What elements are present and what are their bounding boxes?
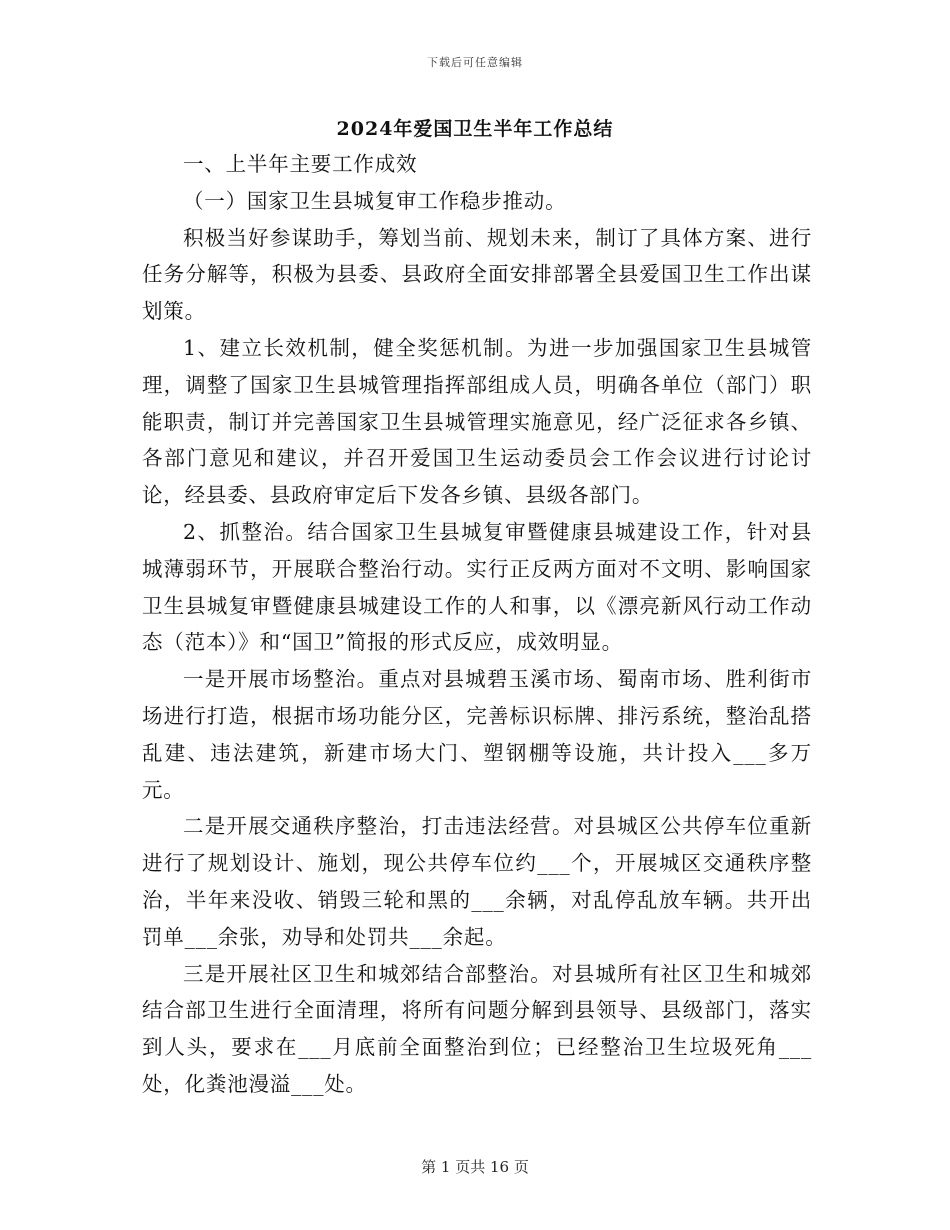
page-footer: 第 1 页共 16 页 <box>421 1158 529 1176</box>
section-heading: 一、上半年主要工作成效 <box>183 152 418 176</box>
paragraph: 积极当好参谋助手，筹划当前、规划未来，制订了具体方案、进行任务分解等，积极为县委、县政府全面安排部署全县爱国卫生工作出谋划策。 <box>142 225 812 324</box>
page-header: 下载后可任意编辑 <box>427 56 523 69</box>
document-title: 2024年爱国卫生半年工作总结 <box>336 118 614 140</box>
document-body <box>142 146 812 1103</box>
paragraph: 1、建立长效机制，健全奖惩机制。为进一步加强国家卫生县城管理，调整了国家卫生县城管理指挥部组成人员，明确各单位（部门）职能职责，制订并完善国家卫生县城管理实施意见，经广泛征求各乡镇、各部门意见和建议，并召开爱国卫生运动委员会工作会议进行讨论讨论，经县委、县政府审定后下发各乡镇、县级各部门。 <box>142 335 812 508</box>
subsection-heading: （一）国家卫生县城复审工作稳步推动。 <box>183 188 567 213</box>
paragraph: 2、抓整治。结合国家卫生县城复审暨健康县城建设工作，针对县城薄弱环节，开展联合整治行动。实行正反两方面对不文明、影响国家卫生县城复审暨健康县城建设工作的人和事，以《漂亮新风行动工作动态（范本）》和“国卫”简报的形式反应，成效明显。 <box>142 519 812 655</box>
paragraph: 二是开展交通秩序整治，打击违法经营。对县城区公共停车位重新进行了规划设计、施划，现公共停车位约___个，开展城区交通秩序整治，半年来没收、销毁三轮和黑的___余辆，对乱停乱放车辆。共开出罚单___余张，劝导和处罚共___余起。 <box>142 814 812 949</box>
paragraph: 三是开展社区卫生和城郊结合部整治。对县城所有社区卫生和城郊结合部卫生进行全面清理，将所有问题分解到县领导、县级部门，落实到人头，要求在___月底前全面整治到位；已经整治卫生垃圾死角___处，化粪池漫溢___处。 <box>142 961 812 1096</box>
paragraph: 一是开展市场整治。重点对县城碧玉溪市场、蜀南市场、胜利街市场进行打造，根据市场功能分区，完善标识标牌、排污系统，整治乱搭乱建、违法建筑，新建市场大门、塑钢棚等设施，共计投入___多万元。 <box>142 667 812 802</box>
